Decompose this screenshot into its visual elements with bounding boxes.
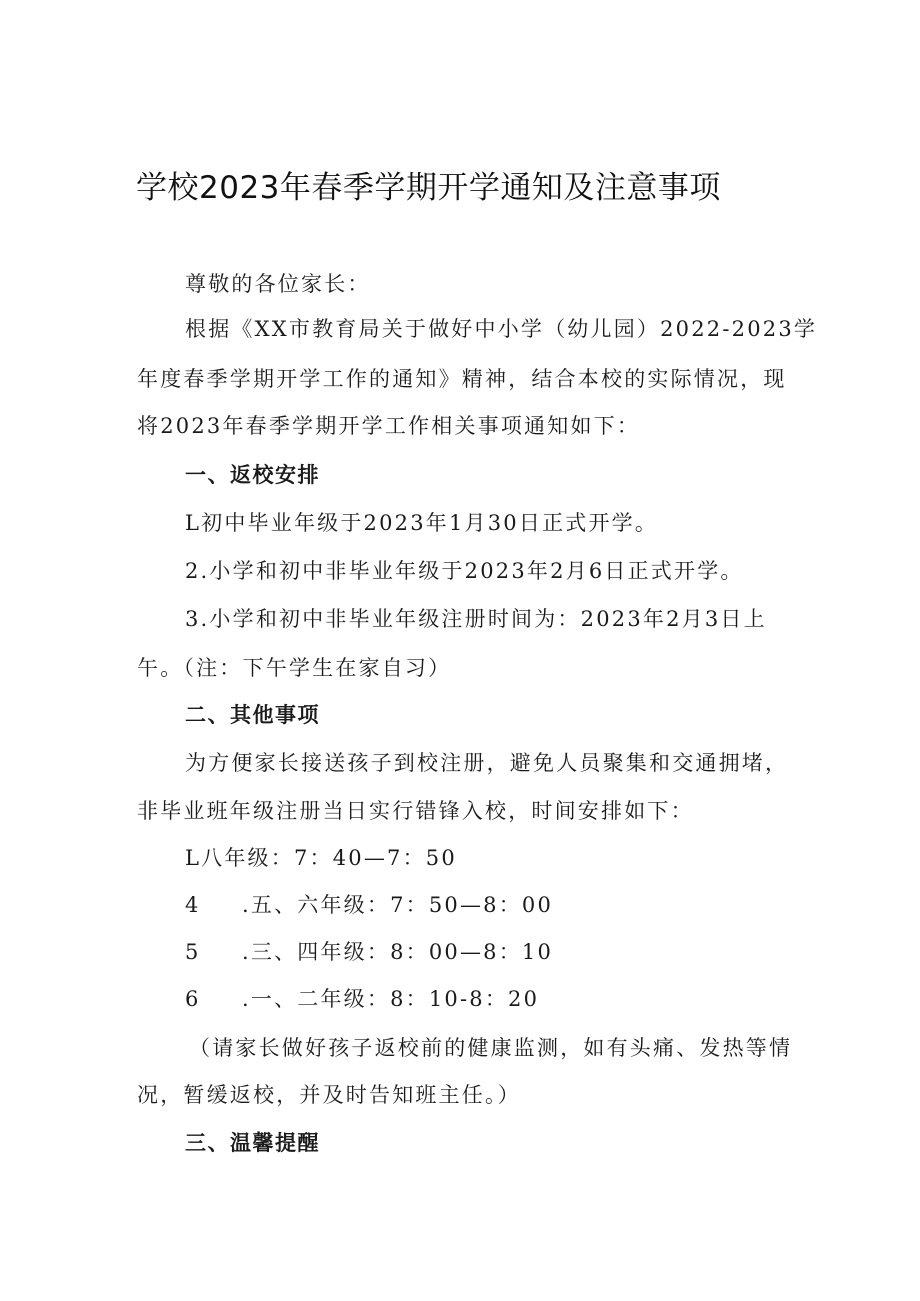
- schedule-item-number: 4: [185, 893, 201, 917]
- health-note-line-2: 况，暂缓返校，并及时告知班主任。）: [137, 1083, 521, 1107]
- health-note-line-1: （请家长做好孩子返校前的健康监测，如有头痛、发热等情: [189, 1036, 793, 1060]
- schedule-item: [185, 984, 845, 1014]
- schedule-item: [185, 890, 845, 920]
- document-title: 学校2023年春季学期开学通知及注意事项: [136, 170, 721, 206]
- schedule-item: [185, 937, 845, 967]
- schedule-item: [185, 843, 845, 873]
- intro-line-2: 年度春季学期开学工作的通知》精神，结合本校的实际情况，现: [137, 367, 787, 391]
- intro-line-3: 将2023年春季学期开学工作相关事项通知如下：: [137, 414, 641, 438]
- section-heading-reminder: 三、温馨提醒: [185, 1131, 320, 1155]
- schedule-item-text: L八年级：7：40—7：50: [185, 846, 457, 870]
- schedule-item-number: 6: [185, 987, 201, 1011]
- other-para-line-2: 非毕业班年级注册当日实行错锋入校，时间安排如下：: [137, 799, 694, 823]
- return-item-3-line-2: 午。（注：下午学生在家自习）: [137, 656, 452, 680]
- return-item-1: L初中毕业年级于2023年1月30日正式开学。: [185, 511, 659, 535]
- return-item-3-line-1: 3.小学和初中非毕业年级注册时间为：2023年2月3日上: [185, 607, 767, 631]
- other-para-line-1: 为方便家长接送孩子到校注册，避免人员聚集和交通拥堵，: [185, 751, 789, 775]
- return-item-2: 2.小学和初中非毕业年级于2023年2月6日正式开学。: [185, 559, 744, 583]
- schedule-item-text: .一、二年级：8：10-8：20: [242, 987, 540, 1011]
- schedule-item-number: 5: [185, 940, 201, 964]
- greeting: 尊敬的各位家长：: [185, 272, 371, 296]
- schedule-item-text: .三、四年级：8：00—8：10: [242, 940, 554, 964]
- schedule-item-text: .五、六年级：7：50—8：00: [242, 893, 554, 917]
- section-heading-other: 二、其他事项: [185, 703, 320, 727]
- intro-line-1: 根据《XX市教育局关于做好中小学（幼儿园）2022-2023学: [185, 317, 818, 341]
- section-heading-return: 一、返校安排: [185, 463, 320, 487]
